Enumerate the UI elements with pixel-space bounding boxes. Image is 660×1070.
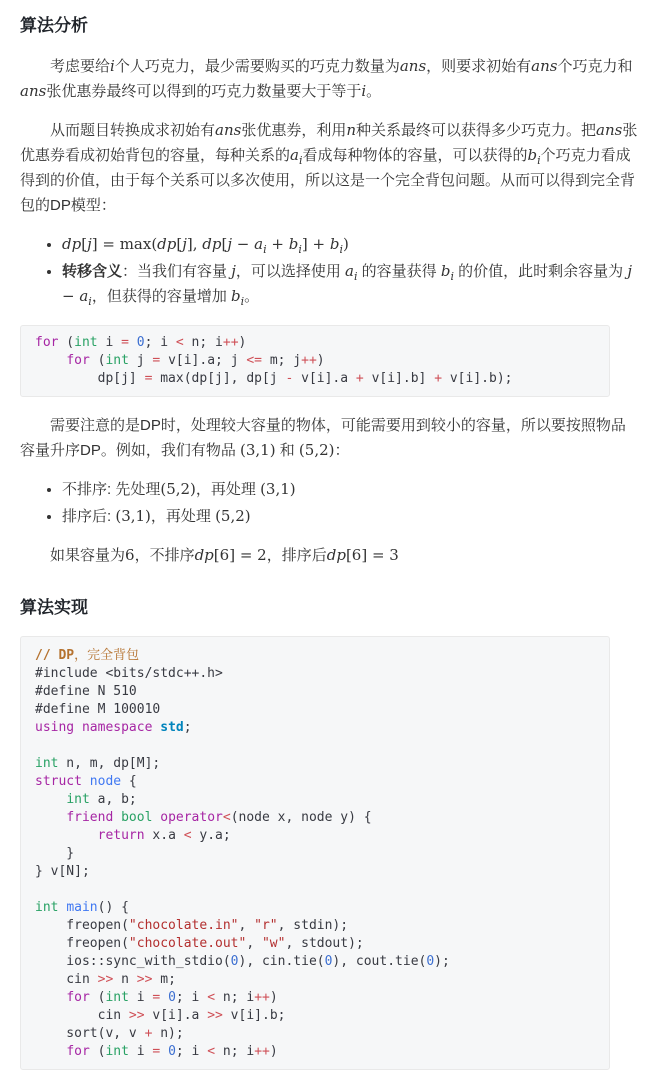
code-line: [35, 737, 595, 755]
code-line: cin >> v[i].a >> v[i].b;: [35, 1008, 286, 1023]
code-line: }: [35, 846, 75, 861]
code-line: for (int i = 0; i < n; i++): [66, 1044, 278, 1059]
code-line: freopen("chocolate.out", "w", stdout);: [35, 936, 364, 951]
code-line: sort(v, v + n);: [35, 1026, 184, 1041]
code-block-full-solution: [20, 636, 610, 1070]
code-line: [35, 881, 595, 899]
list-item: • dp[j] = max(dp[j], $dp[j - a_i + b_i] + b_i$): [62, 232, 640, 257]
code-line: using namespace std;: [35, 720, 192, 735]
code-line: return x.a < y.a;: [97, 828, 231, 843]
code-line: } v[N];: [35, 864, 90, 879]
paragraph-problem-transform-1: 考虑要给i个人巧克力，最少需要购买的巧克力数量为ans，则要求初始有ans个巧克力和ans张优惠券最终可以得到的巧克力数量要大于等于i。: [20, 57, 633, 100]
heading-algorithm-analysis: 算法分析: [20, 16, 88, 35]
code-line: dp[j] = max(dp[j], dp[j - v[i].a + v[i].b] + v[i].b);: [35, 371, 513, 386]
paragraph-problem-transform-2: 从而题目转换成求初始有ans张优惠券，利用n种关系最终可以获得多少巧克力。把ans张优惠券看成初始背包的容量，每种关系的$a_i$看成每种物体的容量，可以获得的$b_i$个巧克力看成得到的价值，由于每个关系可以多次使用，所以这是一个完全背包问题。从而可以得到完全背包的DP模型：: [20, 121, 638, 214]
code-line: for (int j = v[i].a; j <= m; j++): [66, 353, 325, 368]
code-line: int main() {: [35, 900, 129, 915]
code-line: friend bool operator<(node x, node y) {: [66, 810, 372, 825]
code-line: #define N 510: [35, 684, 137, 699]
list-item: • 转移含义：当我们有容量 j，可以选择使用 $a_i$ 的容量获得 $b_i$ 的价值，此时剩余容量为 $j - a_i$，但获得的容量增加 $b_i$。: [62, 259, 640, 309]
code-line: int n, m, dp[M];: [35, 756, 161, 771]
list-item: • 排序后: (3,1)，再处理 (5,2): [62, 504, 640, 529]
heading-algorithm-implementation: 算法实现: [20, 598, 88, 617]
code-line: for (int i = 0; i < n; i++): [35, 335, 247, 350]
code-line: ios::sync_with_stdio(0), cin.tie(0), cout.tie(0);: [35, 954, 450, 969]
paragraph-capacity-example: 如果容量为6，不排序dp[6] = 2，排序后dp[6] = 3: [50, 546, 399, 564]
code-line: #define M 100010: [35, 702, 161, 717]
code-line: #include <bits/stdc++.h>: [35, 666, 223, 681]
code-line: int a, b;: [66, 792, 137, 807]
sort-example-list: [20, 477, 640, 529]
code-line: struct node {: [35, 774, 137, 789]
code-line: freopen("chocolate.in", "r", stdin);: [35, 918, 349, 933]
dp-model-list: [20, 232, 640, 309]
paragraph-sort-note: 需要注意的是DP时，处理较大容量的物体，可能需要用到较小的容量，所以要按照物品容量升序DP。例如，我们有物品 (3,1) 和 (5,2)：: [20, 417, 626, 459]
code-line: cin >> n >> m;: [35, 972, 176, 987]
list-item: • 不排序: 先处理(5,2)，再处理 (3,1): [62, 477, 640, 502]
code-block-dp-loop: [20, 325, 610, 397]
code-line: // DP，完全背包: [35, 648, 140, 663]
code-line: for (int i = 0; i < n; i++): [66, 990, 278, 1005]
